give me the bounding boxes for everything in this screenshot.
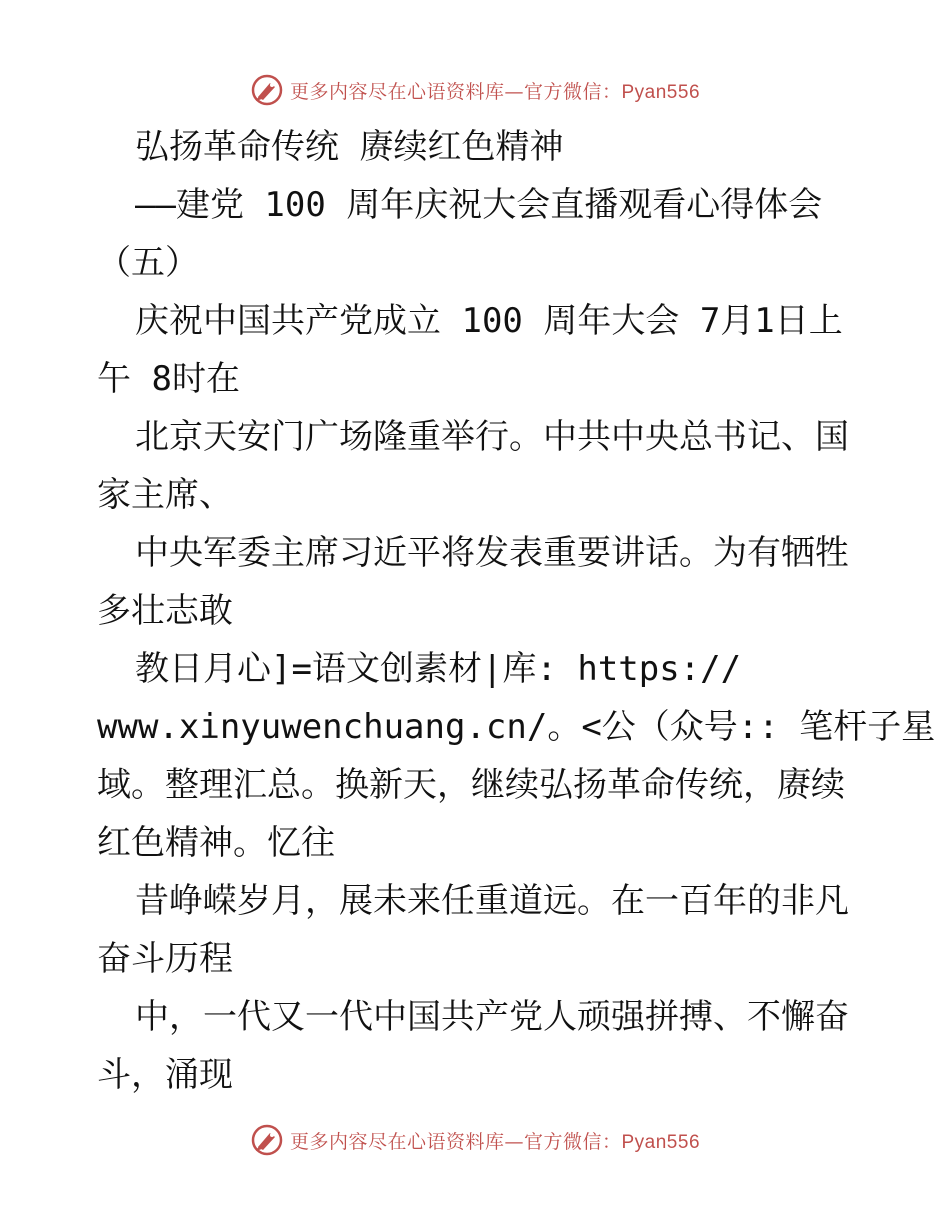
watermark-text: 更多内容尽在心语资料库—官方微信：	[289, 1130, 622, 1153]
paragraph-line: 北京天安门广场隆重举行。中共中央总书记、国	[135, 417, 849, 457]
paragraph-line: 红色精神。忆往	[97, 823, 335, 863]
paragraph-line: 家主席、	[97, 475, 233, 515]
watermark-banner-top	[0, 70, 950, 110]
pen-logo-icon	[250, 73, 284, 107]
watermark-handle: Pyan556	[621, 81, 701, 103]
paragraph-line: 斗，涌现	[97, 1055, 233, 1095]
watermark-handle: Pyan556	[621, 1131, 701, 1153]
paragraph-line: 午 8时在	[97, 359, 240, 399]
watermark-banner-bottom	[0, 1120, 950, 1160]
paragraph-line: 庆祝中国共产党成立 100 周年大会 7月1日上	[135, 301, 843, 341]
subtitle-line-continued: （五）	[97, 243, 199, 283]
paragraph-line: www.xinyuwenchuang.cn/。<公（众号:: 笔杆子星	[97, 707, 936, 747]
paragraph-line: 中央军委主席习近平将发表重要讲话。为有牺牲	[135, 533, 849, 573]
paragraph-line: 域。整理汇总。换新天，继续弘扬革命传统，赓续	[97, 765, 845, 805]
paragraph-line: 昔峥嵘岁月，展未来任重道远。在一百年的非凡	[135, 881, 849, 921]
document-body	[97, 118, 936, 1104]
pen-logo-icon	[250, 1123, 284, 1157]
paragraph-line: 中，一代又一代中国共产党人顽强拼搏、不懈奋	[135, 997, 849, 1037]
watermark-text: 更多内容尽在心语资料库—官方微信：	[289, 80, 622, 103]
paragraph-line: 多壮志敢	[97, 591, 233, 631]
subtitle-line: ——建党 100 周年庆祝大会直播观看心得体会	[135, 185, 823, 225]
paragraph-line: 奋斗历程	[97, 939, 233, 979]
paragraph-line: 教日月心]=语文创素材|库: https://	[135, 649, 742, 689]
title-line: 弘扬革命传统 赓续红色精神	[135, 127, 564, 167]
